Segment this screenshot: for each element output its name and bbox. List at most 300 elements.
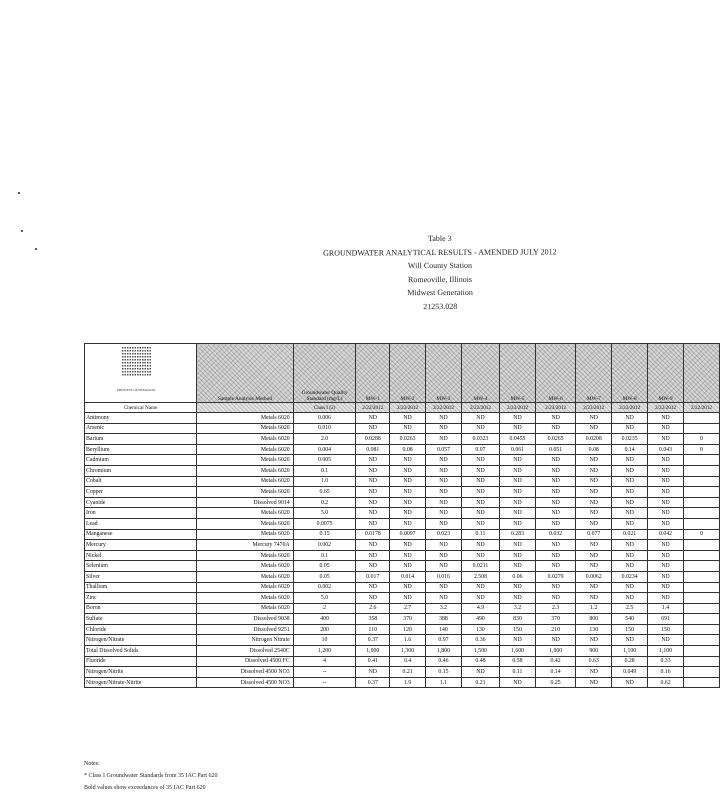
result-cell: ND (461, 413, 499, 424)
result-cell: ND (648, 571, 684, 582)
date-cell (197, 403, 293, 413)
table-row (85, 614, 720, 625)
standard-value: -- (293, 677, 356, 688)
standard-value: 0.65 (293, 487, 356, 498)
result-cell: 0.58 (500, 656, 536, 667)
table-number: Table 3 (427, 233, 452, 244)
result-cell: ND (461, 667, 499, 678)
chemical-name: Boron (85, 603, 197, 614)
result-cell (683, 550, 719, 561)
result-cell: ND (390, 476, 426, 487)
result-cell: ND (390, 582, 426, 593)
result-cell: 0.0265 (535, 434, 575, 445)
standard-value: 1.0 (293, 476, 356, 487)
table-row (85, 444, 720, 455)
result-cell: ND (612, 423, 648, 434)
chemical-name: Nickel (85, 550, 197, 561)
analysis-method: Metals 6020 (197, 561, 293, 572)
result-cell (683, 593, 719, 604)
result-cell: ND (356, 593, 390, 604)
result-cell: ND (500, 497, 536, 508)
result-cell: ND (576, 508, 612, 519)
result-cell: ND (390, 550, 426, 561)
result-cell (683, 614, 719, 625)
result-cell: 0.057 (426, 444, 462, 455)
result-cell: 0.14 (612, 444, 648, 455)
table-row (85, 582, 720, 593)
result-cell: ND (356, 455, 390, 466)
note-line: * Class I Groundwater Standards from 35 IAC Part 620 (84, 773, 218, 779)
result-cell: ND (648, 476, 684, 487)
result-cell: ND (426, 540, 462, 551)
result-cell: ND (535, 593, 575, 604)
standard-value: 5.0 (293, 508, 356, 519)
result-cell: ND (535, 487, 575, 498)
result-cell: 1.9 (390, 677, 426, 688)
result-cell: 130 (461, 624, 499, 635)
result-cell: 0.21 (461, 677, 499, 688)
chemical-name: Thallium (85, 582, 197, 593)
chemical-name: Lead (85, 518, 197, 529)
date-cell: 2/23/2012 (576, 403, 612, 413)
date-cell: 2/23/2012 (535, 403, 575, 413)
table-row (85, 518, 720, 529)
result-cell: 0 (683, 434, 719, 445)
scan-speck (21, 230, 23, 232)
result-cell: 0 (683, 444, 719, 455)
analysis-method: Metals 6020 (197, 603, 293, 614)
result-cell: ND (535, 508, 575, 519)
date-cell: 2/22/2012 (426, 403, 462, 413)
chemical-name: Total Dissolved Solids (85, 646, 197, 657)
result-cell: 0.081 (356, 444, 390, 455)
result-cell: ND (426, 508, 462, 519)
table-row (85, 550, 720, 561)
chemical-name: Sulfate (85, 614, 197, 625)
result-cell: ND (648, 423, 684, 434)
result-cell: 2.508 (461, 571, 499, 582)
result-cell: ND (648, 518, 684, 529)
result-cell: 0.017 (356, 571, 390, 582)
results-table-wrap (84, 343, 713, 753)
chemical-name: Chromium (85, 465, 197, 476)
result-cell: ND (426, 550, 462, 561)
result-cell: 0.049 (612, 667, 648, 678)
standard-value: 1,200 (293, 646, 356, 657)
result-cell (683, 497, 719, 508)
result-cell: ND (426, 413, 462, 424)
result-cell: ND (612, 550, 648, 561)
result-cell: ND (426, 465, 462, 476)
date-cell: 2/23/2012 (390, 403, 426, 413)
result-cell: 0.08 (390, 444, 426, 455)
analysis-method: Metals 6020 (197, 455, 293, 466)
result-cell: ND (612, 635, 648, 646)
result-cell: 0.032 (535, 529, 575, 540)
result-cell: 0.48 (461, 656, 499, 667)
result-cell: ND (612, 593, 648, 604)
table-row (85, 677, 720, 688)
result-cell: 370 (535, 614, 575, 625)
result-cell: 900 (576, 646, 612, 657)
standard-header: Groundwater Quality Standard (mg/L) (293, 344, 356, 403)
result-cell: ND (612, 508, 648, 519)
table-row (85, 635, 720, 646)
result-cell: ND (500, 635, 536, 646)
result-cell: ND (648, 561, 684, 572)
result-cell: 0.0288 (356, 434, 390, 445)
chemical-name: Cadmium (85, 455, 197, 466)
analysis-method: Dissolved 9251 (197, 624, 293, 635)
result-cell: ND (356, 561, 390, 572)
result-cell: ND (356, 487, 390, 498)
result-cell: ND (648, 582, 684, 593)
result-cell (683, 455, 719, 466)
table-row (85, 593, 720, 604)
table-row (85, 465, 720, 476)
analysis-method: Metals 6020 (197, 476, 293, 487)
result-cell: ND (576, 497, 612, 508)
result-cell: 0.014 (390, 571, 426, 582)
result-cell: ND (461, 593, 499, 604)
note-line: Bold values show exceedances of 35 IAC Part 620 (84, 785, 206, 791)
table-row (85, 434, 720, 445)
analysis-method: Metals 6020 (197, 593, 293, 604)
result-cell (683, 518, 719, 529)
result-cell (683, 540, 719, 551)
analysis-method: Dissolved 4500 FC (197, 656, 293, 667)
result-cell: ND (461, 540, 499, 551)
well-header: MW-2 (390, 344, 426, 403)
result-cell: 0.0323 (461, 434, 499, 445)
result-cell: 2.5 (612, 603, 648, 614)
result-cell: 0.023 (426, 529, 462, 540)
standard-value: 0.05 (293, 561, 356, 572)
result-cell: ND (500, 476, 536, 487)
standard-value: 0.1 (293, 465, 356, 476)
result-cell: 0.0062 (576, 571, 612, 582)
result-cell: 0.0208 (576, 434, 612, 445)
result-cell: ND (426, 561, 462, 572)
result-cell: ND (535, 497, 575, 508)
result-cell: 1,800 (426, 646, 462, 657)
result-cell: 0.33 (648, 656, 684, 667)
result-cell (683, 667, 719, 678)
result-cell: 1.4 (648, 603, 684, 614)
result-cell: ND (576, 476, 612, 487)
result-cell: 150 (648, 624, 684, 635)
chemical-name: Nitrogen/Nitrite (85, 667, 197, 678)
location: Romeoville, Illinois (408, 274, 473, 284)
analysis-method: Dissolved 4500 NO3 (197, 667, 293, 678)
result-cell: ND (500, 423, 536, 434)
chemical-name: Antimony (85, 413, 197, 424)
standard-value: 0.2 (293, 497, 356, 508)
results-table (84, 343, 720, 688)
result-cell: 0.043 (648, 444, 684, 455)
result-cell: ND (461, 508, 499, 519)
well-header: MW-3 (426, 344, 462, 403)
result-cell: ND (390, 540, 426, 551)
result-cell: ND (612, 677, 648, 688)
result-cell: ND (500, 487, 536, 498)
result-cell: 830 (500, 614, 536, 625)
result-cell: 1.2 (576, 603, 612, 614)
result-cell (683, 423, 719, 434)
result-cell: 0.14 (535, 667, 575, 678)
result-cell: 0.0211 (461, 561, 499, 572)
table-row (85, 455, 720, 466)
result-cell: 1,000 (356, 646, 390, 657)
result-cell: ND (461, 423, 499, 434)
standard-value: 400 (293, 614, 356, 625)
result-cell: ND (535, 455, 575, 466)
result-cell: ND (612, 465, 648, 476)
result-cell: ND (648, 635, 684, 646)
standard-value: 2 (293, 603, 356, 614)
standard-value: 10 (293, 635, 356, 646)
analysis-method: Dissolved 9014 (197, 497, 293, 508)
result-cell: 150 (612, 624, 648, 635)
result-cell (683, 677, 719, 688)
date-row (85, 403, 720, 413)
result-cell: ND (461, 582, 499, 593)
result-cell: ND (356, 465, 390, 476)
result-cell: 0.021 (612, 529, 648, 540)
result-cell (683, 624, 719, 635)
result-cell: 0.15 (426, 667, 462, 678)
result-cell: ND (426, 455, 462, 466)
result-cell: ND (500, 561, 536, 572)
standard-value: 200 (293, 624, 356, 635)
standard-value: 0.15 (293, 529, 356, 540)
table-row (85, 413, 720, 424)
result-cell: ND (576, 540, 612, 551)
table-row (85, 571, 720, 582)
result-cell: ND (426, 487, 462, 498)
result-cell: 0.0455 (500, 434, 536, 445)
result-cell: ND (390, 487, 426, 498)
table-row (85, 476, 720, 487)
result-cell: 0.051 (535, 444, 575, 455)
result-cell: 370 (390, 614, 426, 625)
result-cell: 0.0178 (356, 529, 390, 540)
result-cell: ND (356, 518, 390, 529)
result-cell: ND (535, 550, 575, 561)
result-cell: ND (426, 423, 462, 434)
result-cell: 3.2 (500, 603, 536, 614)
result-cell: ND (576, 487, 612, 498)
method-header: Sample Analysis Method (197, 344, 293, 403)
result-cell: 2.6 (356, 603, 390, 614)
result-cell: 388 (426, 614, 462, 625)
result-cell: ND (612, 540, 648, 551)
chemical-name: Selenium (85, 561, 197, 572)
result-cell: ND (426, 582, 462, 593)
chemical-name: Cyanide (85, 497, 197, 508)
result-cell: ND (535, 476, 575, 487)
result-cell: 4.9 (461, 603, 499, 614)
result-cell: 3.2 (426, 603, 462, 614)
result-cell: 0.97 (426, 635, 462, 646)
result-cell: ND (500, 518, 536, 529)
standard-value: 2.0 (293, 434, 356, 445)
standard-value: -- (293, 667, 356, 678)
result-cell: ND (648, 413, 684, 424)
chemical-name: Fluoride (85, 656, 197, 667)
result-cell: 0.41 (356, 656, 390, 667)
project-number: 21253.028 (423, 301, 458, 311)
result-cell: ND (390, 423, 426, 434)
chemical-name: Barium (85, 434, 197, 445)
result-cell: ND (535, 561, 575, 572)
result-cell: ND (612, 413, 648, 424)
chemical-name: Mercury (85, 540, 197, 551)
notes-heading: Notes: (84, 761, 100, 767)
result-cell: 0.25 (535, 677, 575, 688)
table-row (85, 656, 720, 667)
result-cell: 0.042 (648, 529, 684, 540)
table-row (85, 529, 720, 540)
date-cell: Class I (2) (293, 403, 356, 413)
result-cell: ND (612, 518, 648, 529)
result-cell: ND (612, 561, 648, 572)
standard-value: 0.004 (293, 444, 356, 455)
result-cell: ND (390, 413, 426, 424)
result-cell: ND (576, 582, 612, 593)
well-header: MW-8 (612, 344, 648, 403)
notes (84, 758, 217, 794)
result-cell: ND (390, 561, 426, 572)
result-cell: 0.42 (535, 656, 575, 667)
result-cell: ND (356, 413, 390, 424)
result-cell: ND (576, 550, 612, 561)
result-cell: ND (535, 518, 575, 529)
result-cell: ND (500, 550, 536, 561)
date-cell: 2/23/2012 (500, 403, 536, 413)
result-cell: ND (461, 497, 499, 508)
date-cell: 2/22/2012 (683, 403, 719, 413)
logo-cell (85, 344, 197, 403)
result-cell: 2.3 (535, 603, 575, 614)
result-cell: ND (500, 465, 536, 476)
standard-value: 0.005 (293, 455, 356, 466)
result-cell: ND (500, 455, 536, 466)
date-cell: 2/23/2012 (612, 403, 648, 413)
result-cell: ND (535, 635, 575, 646)
result-cell (683, 656, 719, 667)
result-cell: 1,300 (390, 646, 426, 657)
result-cell: ND (535, 582, 575, 593)
table-row (85, 487, 720, 498)
qr-logo-icon (121, 347, 151, 377)
result-cell: ND (612, 582, 648, 593)
result-cell: ND (500, 582, 536, 593)
result-cell: ND (576, 455, 612, 466)
result-cell: ND (426, 518, 462, 529)
result-cell: 0.62 (648, 677, 684, 688)
result-cell: 0.07 (461, 444, 499, 455)
analysis-method: Dissolved 4500 NO3 (197, 677, 293, 688)
result-cell: ND (612, 455, 648, 466)
chemical-name: Iron (85, 508, 197, 519)
result-cell: 0.0263 (390, 434, 426, 445)
table-row (85, 646, 720, 657)
table-row (85, 497, 720, 508)
table-row (85, 423, 720, 434)
result-cell: ND (356, 508, 390, 519)
result-cell: 1,500 (461, 646, 499, 657)
result-cell (683, 561, 719, 572)
standard-value: 0.002 (293, 540, 356, 551)
chemical-name: Manganese (85, 529, 197, 540)
result-cell (683, 487, 719, 498)
result-cell: ND (576, 677, 612, 688)
result-cell: ND (576, 593, 612, 604)
result-cell: ND (612, 487, 648, 498)
result-cell: ND (648, 465, 684, 476)
table-title: GROUNDWATER ANALYTICAL RESULTS - AMENDED JULY 2012 (323, 246, 557, 258)
analysis-method: Metals 6020 (197, 423, 293, 434)
result-cell: 140 (426, 624, 462, 635)
result-cell: ND (500, 677, 536, 688)
chemical-name: Copper (85, 487, 197, 498)
result-cell: ND (535, 540, 575, 551)
result-cell: 0.06 (500, 571, 536, 582)
result-cell: ND (390, 518, 426, 529)
result-cell: ND (390, 508, 426, 519)
result-cell: ND (390, 465, 426, 476)
chemical-header: Chemical Name (85, 403, 197, 413)
result-cell: 490 (461, 614, 499, 625)
analysis-method: Metals 6020 (197, 571, 293, 582)
station-name: Will County Station (407, 260, 473, 271)
result-cell: ND (461, 455, 499, 466)
result-cell (683, 508, 719, 519)
result-cell: 0.0097 (390, 529, 426, 540)
result-cell (683, 413, 719, 424)
well-header: MW-6 (535, 344, 575, 403)
standard-value: 0.002 (293, 582, 356, 593)
result-cell: ND (390, 455, 426, 466)
standard-value: 0.010 (293, 423, 356, 434)
result-cell: 0.11 (500, 667, 536, 678)
result-cell: ND (356, 497, 390, 508)
result-cell: 0.63 (576, 656, 612, 667)
result-cell: 150 (500, 624, 536, 635)
analysis-method: Metals 6020 (197, 550, 293, 561)
well-header: MW-4 (461, 344, 499, 403)
scan-speck (18, 192, 20, 194)
result-cell: ND (535, 423, 575, 434)
result-cell: 1.1 (426, 677, 462, 688)
result-cell: ND (390, 593, 426, 604)
result-cell: ND (356, 476, 390, 487)
result-cell: ND (356, 550, 390, 561)
result-cell: 0.28 (612, 656, 648, 667)
table-row (85, 603, 720, 614)
chemical-name: Cobalt (85, 476, 197, 487)
well-header: MW-1 (356, 344, 390, 403)
result-cell: 0.16 (648, 667, 684, 678)
table-body (85, 413, 720, 688)
logo-caption: MIDWEST GENERATION (116, 388, 156, 392)
result-cell: 1,100 (648, 646, 684, 657)
well-header: MW-5 (500, 344, 536, 403)
table-row (85, 667, 720, 678)
standard-value: 4 (293, 656, 356, 667)
result-cell: 0.21 (390, 667, 426, 678)
